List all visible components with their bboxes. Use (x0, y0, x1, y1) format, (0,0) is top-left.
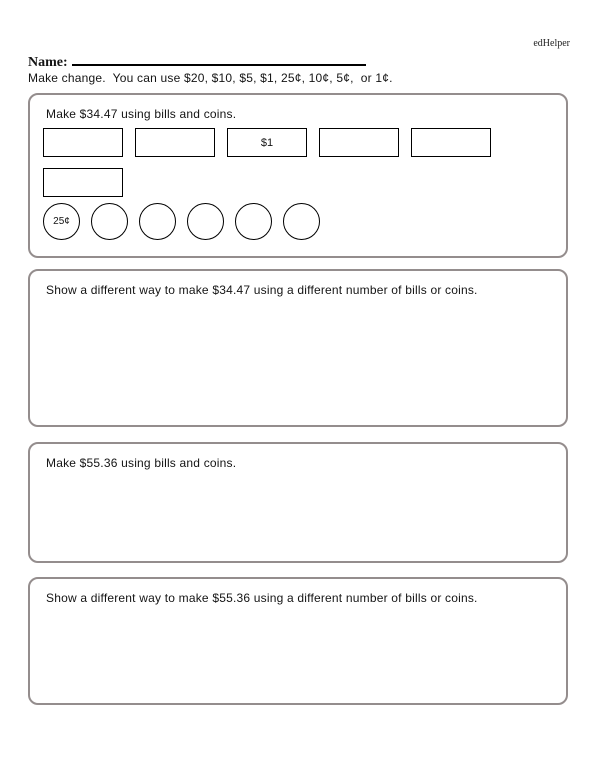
bill-slot[interactable] (411, 128, 491, 157)
coins-row (43, 203, 320, 240)
section-title: Make $34.47 using bills and coins. (46, 107, 237, 121)
bills-row-2 (43, 168, 123, 197)
coin-slot[interactable]: 25¢ (43, 203, 80, 240)
answer-area[interactable] (38, 613, 558, 697)
bill-slot[interactable] (43, 168, 123, 197)
instruction-text: Make change. You can use $20, $10, $5, $1, 25¢, 10¢, 5¢, or 1¢. (28, 71, 393, 85)
bills-row-1 (43, 128, 491, 157)
worksheet-section-different-34-47 (28, 269, 568, 427)
bill-slot[interactable]: $1 (227, 128, 307, 157)
bill-slot[interactable] (43, 128, 123, 157)
bill-slot[interactable] (135, 128, 215, 157)
bill-slot[interactable] (319, 128, 399, 157)
coin-slot[interactable] (283, 203, 320, 240)
section-title: Show a different way to make $55.36 using a different number of bills or coins. (46, 591, 478, 605)
name-fill-in-line[interactable] (72, 52, 366, 66)
section-title: Make $55.36 using bills and coins. (46, 456, 237, 470)
section-title: Show a different way to make $34.47 using a different number of bills or coins. (46, 283, 478, 297)
worksheet-section-make-34-47 (28, 93, 568, 258)
coin-slot[interactable] (187, 203, 224, 240)
name-row (28, 52, 372, 71)
coin-slot[interactable] (235, 203, 272, 240)
answer-area[interactable] (38, 478, 558, 555)
coin-slot[interactable] (91, 203, 128, 240)
worksheet-section-make-55-36 (28, 442, 568, 563)
answer-area[interactable] (38, 305, 558, 419)
brand-text: edHelper (533, 38, 570, 49)
name-label: Name: (28, 55, 68, 70)
coin-slot[interactable] (139, 203, 176, 240)
worksheet-section-different-55-36 (28, 577, 568, 705)
